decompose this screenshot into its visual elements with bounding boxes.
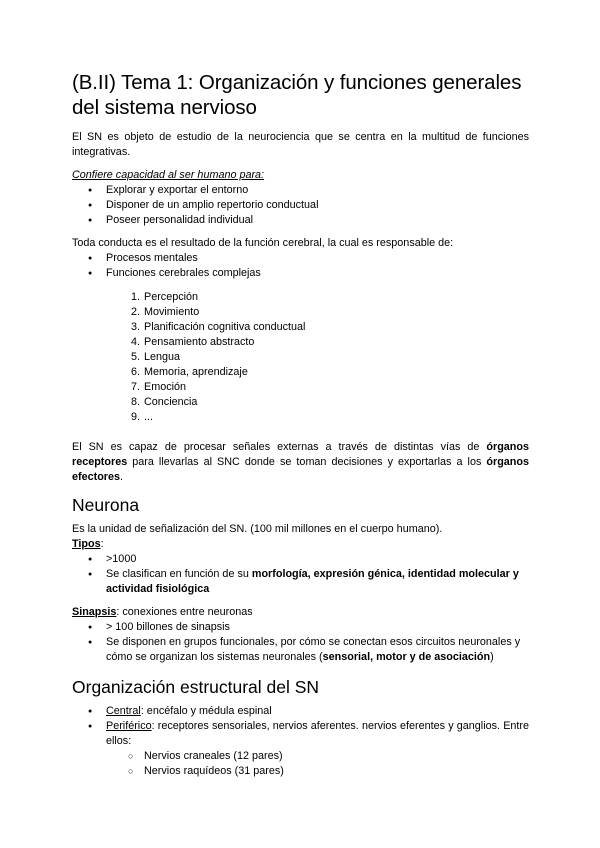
item-text: Emoción [144,381,187,393]
confiere-list [72,183,529,228]
sinapsis-text: : conexiones entre neuronas [116,606,253,618]
numbered-item [72,365,529,380]
list-item [72,635,529,665]
neurona-heading: Neurona [72,495,140,515]
item-text: Movimiento [144,306,200,318]
conducta-paragraph: Toda conducta es el resultado de la función cerebral, la cual es responsable de: [72,237,454,249]
sinapsis-label: Sinapsis [72,606,117,618]
item-text: Pensamiento abstracto [144,336,255,348]
tipos-label-line [72,537,529,552]
procesar-paragraph [72,440,529,485]
procesar-text-1: El SN es capaz de procesar señales externas a través de distintas vías de [72,441,487,453]
item-text: Conciencia [144,396,198,408]
list-item: ● Explorar y exportar el entorno [72,183,529,198]
item-number: 6. [130,366,140,378]
confiere-heading-text: Confiere capacidad al ser humano para: [72,169,265,181]
tipos-item2-text: Se clasifican en función de su [106,568,252,580]
item-number: 8. [130,396,140,408]
central-label: Central [106,705,141,717]
sinapsis-item2-text: Se disponen en grupos funcionales, por cómo se conectan esos circuitos neuronales y cómo se organizan los sistemas neuronales ( [106,636,521,663]
item-text: Lengua [144,351,181,363]
numbered-item [72,290,529,305]
item-number: 2. [130,306,140,318]
list-item: ● >1000 [72,552,529,567]
list-item: ● > 100 billones de sinapsis [72,620,529,635]
neurona-intro: Es la unidad de señalización del SN. (100 mil millones en el cuerpo humano). [72,523,443,535]
central-text: : encéfalo y médula espinal [140,705,272,717]
tipos-colon: : [100,538,104,550]
organizacion-heading: Organización estructural del SN [72,677,320,697]
intro-paragraph: El SN es objeto de estudio de la neurociencia que se centra en la multitud de funciones integrativas. [72,131,529,158]
sinapsis-list [72,620,529,665]
sub-list-item: ○ Nervios craneales (12 pares) [72,749,529,764]
confiere-heading [72,168,529,183]
procesar-text-3: . [120,471,124,483]
item-number: 4. [130,336,140,348]
procesar-bold-1: órganos receptores [72,441,529,468]
item-number: 1. [130,291,140,303]
item-text: Memoria, aprendizaje [144,366,248,378]
list-item: ● Disponer de un amplio repertorio conductual [72,198,529,213]
item-number: 7. [130,381,140,393]
list-item: ● Poseer personalidad individual [72,213,529,228]
sub-list-item: ○ Nervios raquídeos (31 pares) [72,764,529,779]
item-text: Percepción [144,291,199,303]
item-number: 3. [130,321,140,333]
procesar-bold-2: órganos efectores [72,456,529,483]
numbered-item [72,320,529,335]
numbered-item [72,380,529,395]
periferico-sublist [72,749,529,779]
list-item [72,719,529,749]
numbered-item [72,410,529,425]
list-item [72,567,529,597]
tipos-list [72,552,529,597]
list-item [72,704,529,719]
organizacion-list [72,704,529,749]
item-number: 5. [130,351,140,363]
tipos-item2-bold: morfología, expresión génica, identidad molecular y actividad fisiológica [106,568,519,595]
list-item: ● Procesos mentales [72,251,529,266]
numbered-item [72,395,529,410]
item-text: ... [144,411,153,423]
document-title: (B.II) Tema 1: Organización y funciones generales del sistema nervioso [72,71,522,119]
item-number: 9. [130,411,140,423]
procesar-text-2: para llevarlas al SNC donde se toman decisiones y exportarlas a los [127,456,487,468]
periferico-label: Periférico [106,720,152,732]
item-text: Planificación cognitiva conductual [144,321,306,333]
numbered-item [72,305,529,320]
tipos-label: Tipos [72,538,101,550]
document-page [72,70,529,779]
sinapsis-item2-bold: sensorial, motor y de asociación [322,651,491,663]
numbered-item [72,350,529,365]
periferico-text: : receptores sensoriales, nervios aferentes. nervios eferentes y ganglios. Entre ellos: [106,720,529,747]
sinapsis-item2-suffix: ) [490,651,494,663]
numbered-item [72,335,529,350]
funciones-numbered-list [72,290,529,425]
list-item: ● Funciones cerebrales complejas [72,266,529,281]
sinapsis-line [72,605,529,620]
conducta-list [72,251,529,281]
